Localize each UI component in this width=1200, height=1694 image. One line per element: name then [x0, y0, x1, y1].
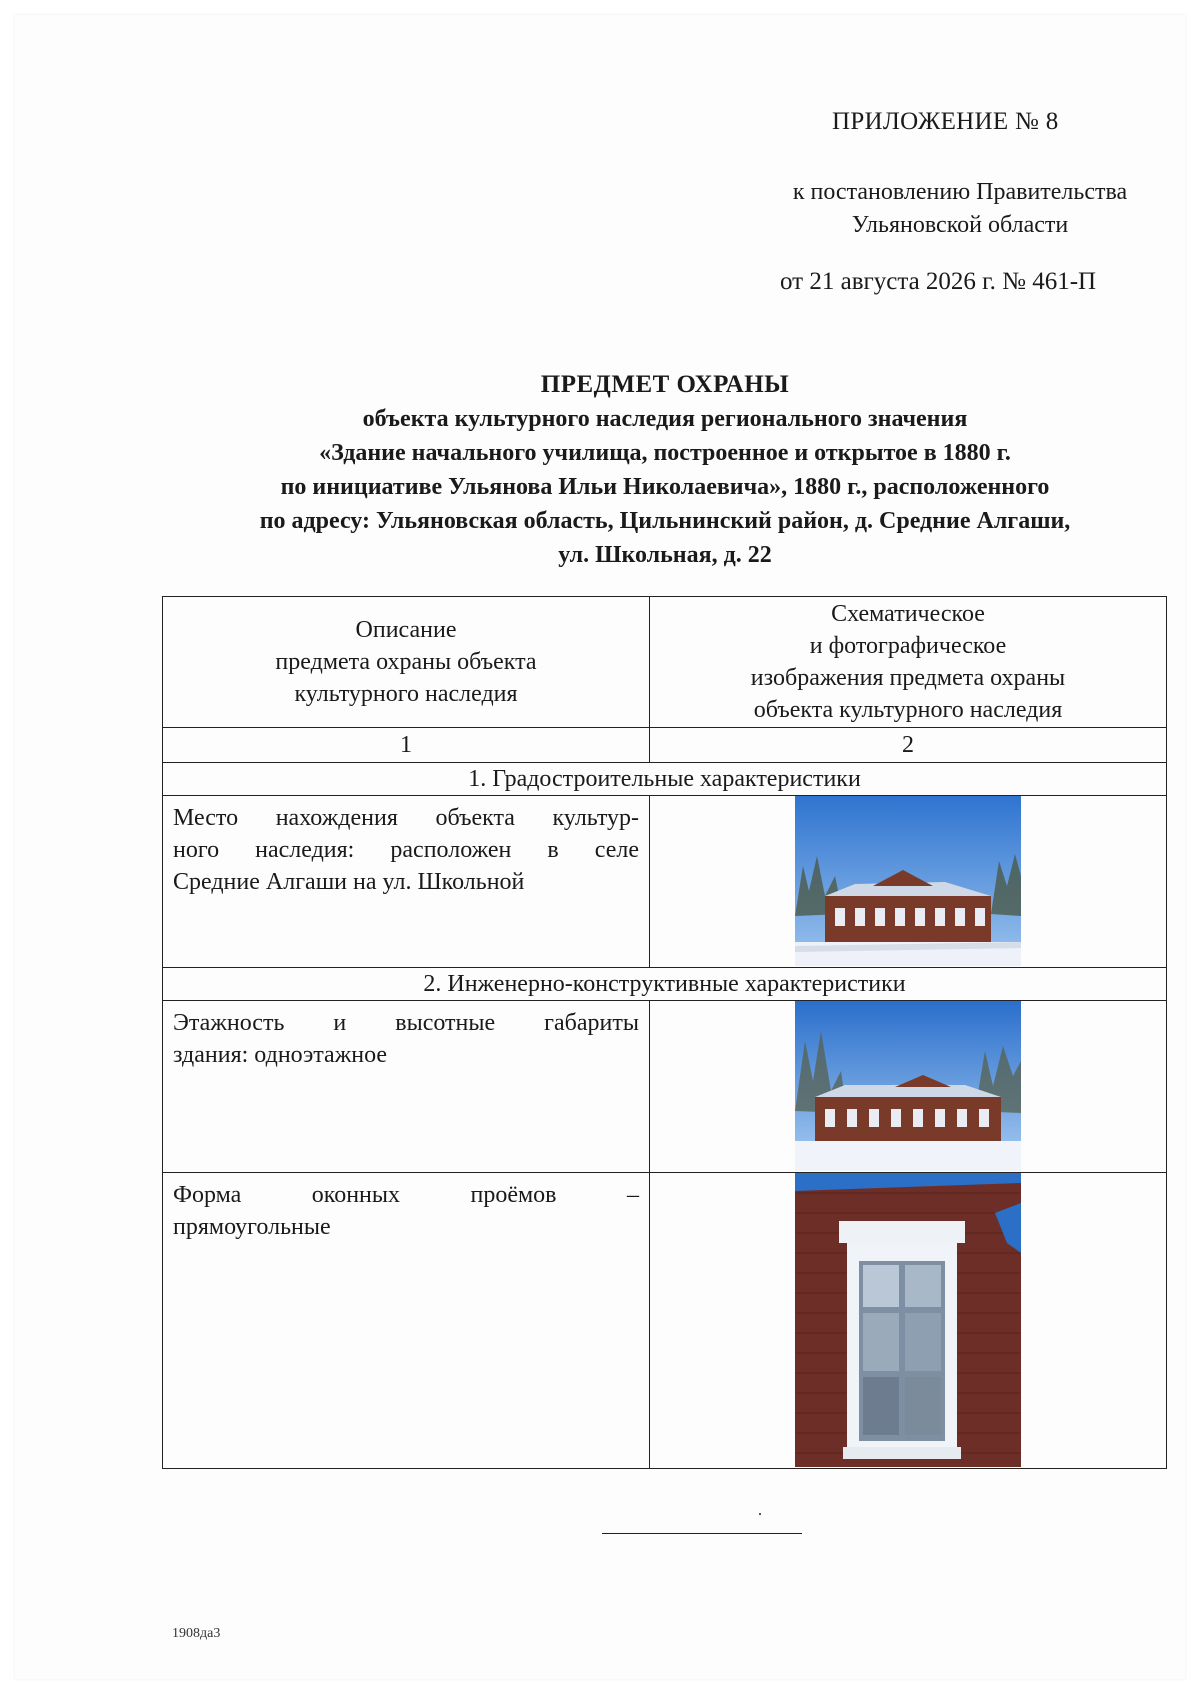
column-number-2: 2: [650, 728, 1167, 763]
description-line: Место нахождения объекта культур-: [173, 805, 639, 831]
column-2-header-line: Схематическое: [831, 601, 985, 627]
table-row: [163, 796, 1167, 968]
photo-cell: [650, 796, 1167, 968]
reference-line-2: Ульяновской области: [851, 212, 1069, 238]
end-of-document-rule: [602, 1533, 802, 1534]
school-building-winter-photo: [795, 796, 1021, 966]
location-description: [163, 796, 650, 968]
heading-line-1: объекта культурного наследия регионального значения: [362, 406, 968, 432]
resolution-date: от 21 августа 2026 г. № 461-П: [780, 268, 1097, 295]
column-1-header-line: Описание: [355, 617, 457, 643]
column-2-header: [650, 597, 1167, 728]
table-row: [163, 1001, 1167, 1173]
heading-line-4: по адресу: Ульяновская область, Цильнинский район, д. Средние Алгаши,: [259, 508, 1071, 534]
photo-cell: [650, 1173, 1167, 1469]
heading-line-5: ул. Школьная, д. 22: [558, 542, 772, 568]
description-line: Этажность и высотные габариты: [173, 1010, 639, 1036]
column-1-header-line: предмета охраны объекта: [275, 649, 537, 675]
document-code: 1908да3: [172, 1626, 221, 1641]
description-line: Средние Алгаши на ул. Школьной: [173, 869, 525, 895]
window-shape-description: [163, 1173, 650, 1469]
section-row: [163, 968, 1167, 1001]
annex-reference: [760, 176, 1160, 242]
storeys-description: [163, 1001, 650, 1173]
column-2-header-line: и фотографическое: [809, 633, 1007, 659]
document-heading: [150, 368, 1180, 572]
description-line: прямоугольные: [173, 1214, 331, 1240]
column-1-header: [163, 597, 650, 728]
rectangular-window-photo: [795, 1173, 1021, 1467]
protection-subject-table: [162, 596, 1167, 1469]
table-row: [163, 1173, 1167, 1469]
stray-mark: [759, 1513, 761, 1515]
column-1-header-line: культурного наследия: [294, 681, 518, 707]
column-2-header-line: объекта культурного наследия: [753, 697, 1063, 723]
section-title-engineering: 2. Инженерно-конструктивные характеристики: [163, 968, 1167, 1001]
column-number-1: 1: [163, 728, 650, 763]
description-line: здания: одноэтажное: [173, 1042, 388, 1068]
heading-line-3: по инициативе Ульянова Ильи Николаевича», 1880 г., расположенного: [280, 474, 1050, 500]
school-building-side-view-photo: [795, 1001, 1021, 1171]
heading-line-2: «Здание начального училища, построенное и открытое в 1880 г.: [319, 440, 1011, 466]
description-line: ного наследия: расположен в селе: [173, 837, 639, 863]
photo-cell: [650, 1001, 1167, 1173]
section-row: [163, 763, 1167, 796]
reference-line-1: к постановлению Правительства: [792, 179, 1128, 205]
column-2-header-line: изображения предмета охраны: [750, 665, 1066, 691]
section-title-urban-planning: 1. Градостроительные характеристики: [163, 763, 1167, 796]
annex-number: ПРИЛОЖЕНИЕ № 8: [832, 108, 1059, 135]
description-line: Форма оконных проёмов –: [173, 1182, 639, 1208]
document-title: ПРЕДМЕТ ОХРАНЫ: [540, 371, 790, 398]
table-header-row: [163, 597, 1167, 728]
column-number-row: [163, 728, 1167, 763]
